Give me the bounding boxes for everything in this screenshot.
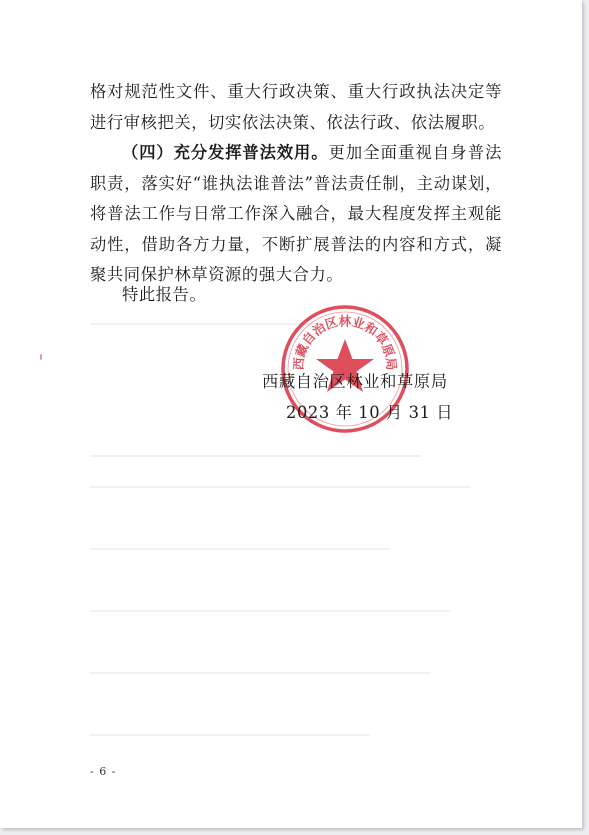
bleed-through-line	[90, 610, 450, 612]
bleed-through-line	[90, 734, 370, 736]
bleed-through-line	[90, 548, 390, 550]
paragraph-review: 格对规范性文件、重大行政决策、重大行政执法决定等进行审核把关，切实依法决策、依法行政、依法履职。	[90, 82, 502, 132]
closing-line: 特此报告。	[122, 285, 207, 304]
ink-speck	[40, 354, 42, 360]
signature-date: 2023 年 10 月 31 日	[286, 403, 454, 422]
bleed-through-line	[90, 455, 420, 457]
section-body: 更加全面重视自身普法职责，落实好“谁执法谁普法”普法责任制，主动谋划，将普法工作与日常工作深入融合，最大程度发挥主观能动性，借助各方力量，不断扩展普法的内容和方式，凝聚共同保护林草资源的强大合力。	[90, 143, 502, 284]
signature-organization: 西藏自治区林业和草原局	[262, 372, 448, 391]
page-number: - 6 -	[90, 765, 117, 778]
paragraph-legal-education	[90, 138, 502, 291]
seal-text: 西藏自治区林业和草原局	[290, 313, 400, 371]
bleed-through-line	[90, 672, 430, 674]
bleed-through-line	[90, 486, 470, 488]
section-heading: （四）充分发挥普法效用。	[122, 143, 329, 162]
